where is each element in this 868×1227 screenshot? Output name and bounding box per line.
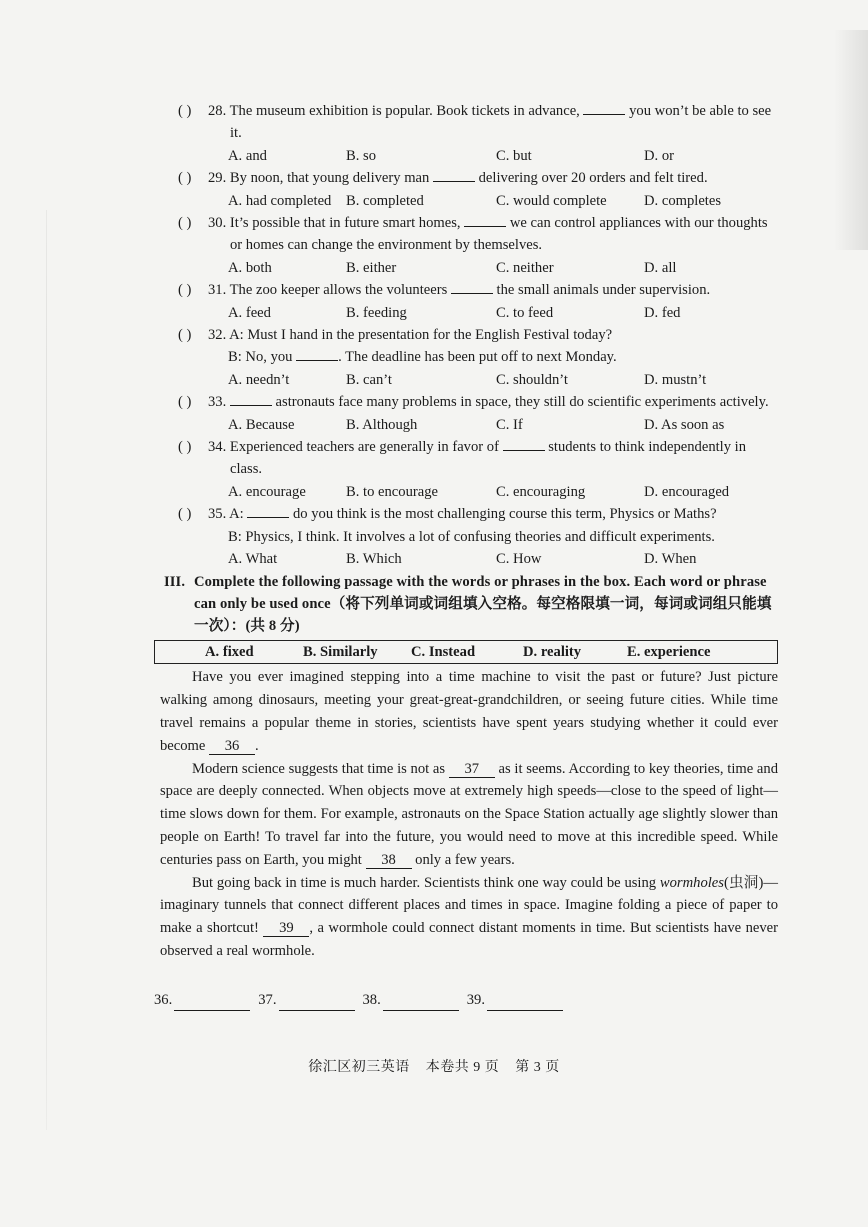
answer-lines: [150, 989, 778, 1011]
question-list: [150, 100, 778, 570]
answer-bracket[interactable]: ( ): [178, 215, 192, 231]
answer-option[interactable]: A. encourage: [228, 483, 306, 500]
question-number: 28.: [208, 103, 227, 119]
fill-blank[interactable]: [451, 279, 493, 294]
answer-option[interactable]: C. but: [496, 147, 532, 164]
fill-blank[interactable]: [503, 436, 545, 451]
passage-text: as it seems. According to key theories, time and space are deeply connected. When objects move at extremely high speeds—close to the speed of light—time slows down for them. For example, astronauts on the Space Station actually age slightly slower than people on Earth! To travel far into the future, you would need to move at this incredible speed. While centuries pass on Earth, you might: [160, 760, 778, 868]
question-number: 30.: [208, 215, 227, 231]
answer-option[interactable]: A. and: [228, 147, 267, 164]
question-item: [150, 436, 778, 503]
fill-blank[interactable]: [583, 100, 625, 115]
question-item: [150, 391, 778, 436]
answer-label: 39.: [466, 991, 485, 1008]
answer-option[interactable]: D. completes: [644, 192, 722, 209]
question-number: 29.: [208, 170, 227, 187]
reading-passage: [150, 666, 778, 962]
question-text: The zoo keeper allows the volunteers: [229, 282, 451, 299]
blank-39[interactable]: 39: [263, 920, 309, 937]
fill-blank[interactable]: [464, 212, 506, 227]
answer-label: 36.: [154, 991, 173, 1008]
blank-37[interactable]: 37: [449, 761, 495, 778]
blank-36[interactable]: 36: [209, 738, 255, 755]
fill-blank[interactable]: [230, 391, 272, 406]
answer-option[interactable]: B. either: [346, 259, 397, 276]
question-text: the small animals under supervision.: [492, 282, 711, 299]
question-text: A:: [229, 506, 248, 523]
question-stem: [150, 503, 778, 525]
answer-option[interactable]: B. Although: [346, 416, 418, 433]
option-row: [150, 481, 778, 503]
answer-option[interactable]: D. mustn’t: [644, 371, 707, 388]
question-item: [150, 279, 778, 324]
answer-option[interactable]: C. neither: [496, 259, 554, 276]
answer-option[interactable]: B. can’t: [346, 371, 392, 388]
answer-option[interactable]: C. How: [496, 551, 542, 568]
question-item: [150, 212, 778, 279]
answer-option[interactable]: A. feed: [228, 304, 271, 321]
answer-slot[interactable]: [154, 989, 250, 1011]
fill-blank[interactable]: [296, 346, 338, 361]
question-text: do you think is the most challenging course this term, Physics or Maths?: [289, 506, 717, 523]
blank-38[interactable]: 38: [366, 852, 412, 869]
answer-option[interactable]: B. so: [346, 147, 377, 164]
question-text: The museum exhibition is popular. Book tickets in advance,: [229, 103, 584, 119]
question-number: 35.: [208, 506, 227, 523]
question-number: 32.: [208, 327, 227, 343]
answer-label: 38.: [362, 991, 381, 1008]
question-text: B: No, you: [228, 349, 297, 366]
question-number: 34.: [208, 439, 227, 455]
answer-option[interactable]: C. If: [496, 416, 523, 433]
question-stem: [150, 436, 778, 481]
question-stem: [150, 167, 778, 189]
question-dialog-line: [150, 526, 778, 548]
word-box: [154, 640, 778, 664]
question-text: . The deadline has been put off to next Monday.: [338, 349, 617, 366]
question-text: astronauts face many problems in space, they still do scientific experiments actively.: [271, 394, 769, 411]
question-text: delivering over 20 orders and felt tired.: [474, 170, 708, 187]
question-text: B: Physics, I think. It involves a lot of confusing theories and difficult experiments.: [228, 528, 715, 545]
fill-blank[interactable]: [433, 167, 475, 182]
passage-text: (虫洞)—imaginary tunnels that connect different places and times in space. Imagine folding a piece of paper to make a shortcut!: [160, 874, 778, 937]
question-item: [150, 100, 778, 167]
section-heading: [150, 571, 778, 637]
answer-option[interactable]: B. to encourage: [346, 483, 438, 500]
answer-option[interactable]: B. Which: [346, 551, 402, 568]
question-stem: [150, 324, 778, 346]
option-row: [150, 548, 778, 570]
option-row: [150, 190, 778, 212]
passage-paragraph: [160, 872, 778, 963]
answer-option[interactable]: B. feeding: [346, 304, 407, 321]
answer-line[interactable]: [383, 996, 459, 1011]
answer-bracket[interactable]: ( ): [178, 282, 192, 299]
answer-label: 37.: [258, 991, 277, 1008]
option-row: [150, 257, 778, 279]
passage-text: only a few years.: [411, 851, 515, 868]
passage-text: .: [255, 737, 259, 754]
question-number: 31.: [208, 282, 227, 299]
option-row: [150, 414, 778, 436]
question-text: you won’t be able to see it.: [230, 103, 772, 142]
answer-slot[interactable]: [363, 989, 459, 1011]
answer-bracket[interactable]: ( ): [178, 439, 192, 455]
page-footer: [0, 1056, 868, 1076]
scan-edge: [46, 210, 47, 1130]
footer-page-number: 第 3 页: [515, 1060, 560, 1075]
option-row: [150, 302, 778, 324]
answer-option[interactable]: C. encouraging: [496, 483, 586, 500]
question-text: By noon, that young delivery man: [229, 170, 433, 187]
word-option: B. Similarly: [303, 644, 378, 661]
answer-option[interactable]: D. When: [644, 551, 697, 568]
question-item: [150, 324, 778, 391]
footer-total-pages: 本卷共 9 页: [425, 1060, 500, 1075]
question-number: 33.: [208, 394, 227, 411]
answer-option[interactable]: A. had completed: [228, 192, 332, 209]
answer-slot[interactable]: [258, 989, 354, 1011]
answer-line[interactable]: [279, 996, 355, 1011]
option-row: [150, 145, 778, 167]
answer-option[interactable]: C. to feed: [496, 304, 554, 321]
option-row: [150, 369, 778, 391]
answer-bracket[interactable]: ( ): [178, 394, 192, 411]
passage-paragraph: [160, 666, 778, 757]
answer-option[interactable]: D. all: [644, 259, 677, 276]
answer-option[interactable]: A. What: [228, 551, 278, 568]
passage-paragraph: [160, 758, 778, 872]
word-option: E. experience: [627, 644, 711, 661]
question-text: Experienced teachers are generally in favor of: [229, 439, 503, 455]
footer-district: 徐汇区初三英语: [308, 1060, 410, 1075]
answer-option[interactable]: D. encouraged: [644, 483, 730, 500]
exam-page: [150, 100, 778, 1011]
answer-option[interactable]: B. completed: [346, 192, 424, 209]
question-text: It’s possible that in future smart homes,: [229, 215, 465, 231]
question-stem: [150, 391, 778, 413]
word-option: D. reality: [523, 644, 582, 661]
answer-bracket[interactable]: ( ): [178, 506, 192, 523]
passage-text: , a wormhole could connect distant moments in time. But scientists have never observed a real wormhole.: [160, 920, 779, 959]
section-instruction: Complete the following passage with the words or phrases in the box. Each word or phrase can only be used once（将下列单词或词组填入空格。每空格限填一词，每词或词组只能填一次）：(共 8 分): [194, 574, 772, 635]
answer-option[interactable]: D. As soon as: [644, 416, 725, 433]
question-text: students to think independently in class.: [230, 439, 747, 478]
word-option: A. fixed: [205, 644, 254, 661]
answer-line[interactable]: [487, 996, 563, 1011]
passage-text: Modern science suggests that time is not as: [192, 760, 449, 777]
question-stem: [150, 279, 778, 301]
question-text: A: Must I hand in the presentation for the English Festival today?: [229, 327, 613, 343]
answer-option[interactable]: A. Because: [228, 416, 295, 433]
question-stem: [150, 212, 778, 257]
answer-option[interactable]: D. or: [644, 147, 674, 164]
question-stem: [150, 100, 778, 145]
fill-blank[interactable]: [247, 503, 289, 518]
passage-text: Have you ever imagined stepping into a time machine to visit the past or future? Just picture walking among dinosaurs, meeting your great-great-grandchildren, or seeing future cities. While time travel remains a popular theme in stories, scientists have spent years studying whether it could ever become: [160, 669, 778, 754]
answer-option[interactable]: A. both: [228, 259, 272, 276]
answer-option[interactable]: D. fed: [644, 304, 681, 321]
question-dialog-line: [150, 346, 778, 368]
passage-text: But going back in time is much harder. Scientists think one way could be using: [192, 874, 660, 891]
question-item: [150, 503, 778, 570]
answer-bracket[interactable]: ( ): [178, 103, 192, 119]
scan-shadow: [834, 30, 868, 250]
question-item: [150, 167, 778, 212]
section-number: III.: [164, 574, 186, 591]
word-option: C. Instead: [411, 644, 476, 661]
answer-bracket[interactable]: ( ): [178, 170, 192, 187]
question-text: we can control appliances with our thoughts or homes can change the environment by themselves.: [230, 215, 768, 254]
answer-option[interactable]: A. needn’t: [228, 371, 290, 388]
answer-bracket[interactable]: ( ): [178, 327, 192, 343]
answer-slot[interactable]: [467, 989, 563, 1011]
answer-option[interactable]: C. would complete: [496, 192, 607, 209]
answer-line[interactable]: [174, 996, 250, 1011]
answer-option[interactable]: C. shouldn’t: [496, 371, 568, 388]
passage-italic-term: wormholes: [659, 874, 724, 891]
